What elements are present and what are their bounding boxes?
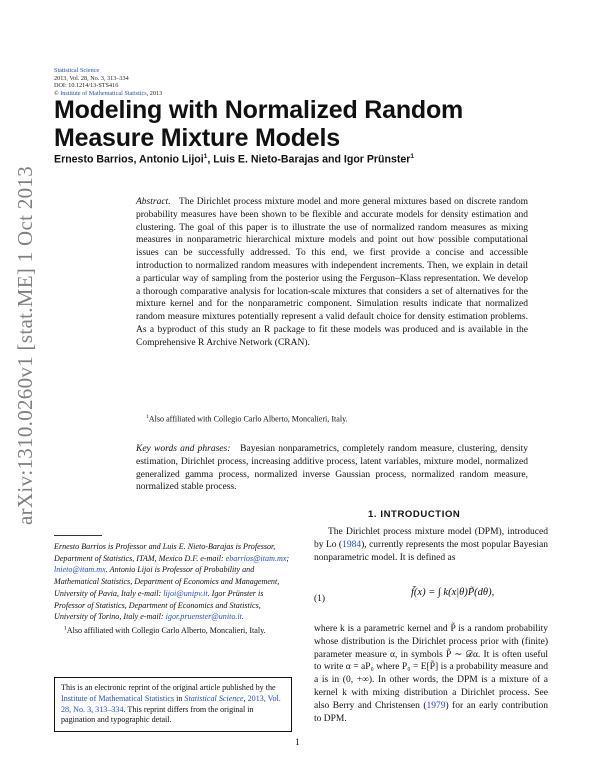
email-pruenster[interactable]: igor.pruenster@unito.it [165, 612, 242, 622]
affil-footnote-sup: 1 [64, 624, 67, 631]
reprint-c: , [243, 693, 248, 703]
journal-name[interactable]: Statistical Science [54, 67, 100, 74]
reprint-b: in [174, 693, 185, 703]
intro-p1-a: The Dirichlet process mixture model (DPM), introduced by Lo ( [314, 527, 548, 550]
reprint-link-journal[interactable]: Statistical Science [184, 693, 244, 703]
authors-part-2: , Luis E. Nieto-Barajas and Igor Prünster [207, 153, 411, 166]
citation-lo-1984[interactable]: 1984 [342, 539, 362, 550]
page-number: 1 [295, 738, 300, 748]
intro-paragraph-1 [314, 526, 548, 565]
abstract-text: The Dirichlet process mixture model and more general mixtures based on discrete random probability measures have been shown to be flexible and accurate models for density estimation and clustering. The goal of this paper is to illustrate the use of normalized random measures as mixing measures in nonparametric hierarchical mixture models and point out how possible computational issues can be successfully addressed. To this end, we first provide a concise and accessible introduction to normalized random measures with independent increments. Then, we explain in detail a particular way of sampling from the posterior using the Ferguson–Klass representation. We develop a thorough comparative analysis for location-scale mixtures that considers a set of alternatives for the mixture kernel and for the nonparametric component. Simulation results indicate that normalized random measure mixtures potentially represent a valid default choice for density estimation problems. As a byproduct of this study an R package to fit these models was produced and is available in the Comprehensive R Archive Network (CRAN). [136, 197, 528, 348]
reprint-notice [54, 677, 292, 732]
keywords-text: Bayesian nonparametrics, completely random measure, clustering, density estimation, Dirichlet process, increasing additive process, latent variables, mixture model, normalized generalized gamma process, normalized inverse Gaussian process, normalized random measure, normalized stable process. [136, 444, 528, 493]
reprint-link-issue[interactable]: 2013, Vol. 28, No. 3, 313–334 [61, 693, 281, 714]
email-barrios[interactable]: ebarrios@itam.mx [225, 553, 287, 563]
equation-1 [314, 587, 548, 617]
journal-doi: DOI: 10.1214/13-STS416 [54, 82, 119, 90]
abstract-footnote [136, 412, 528, 425]
authors-sup-1: 1 [203, 153, 208, 160]
affil-line-3: . Igor Prünster is Professor of Statistics, Department of Economics and Statistics, University of Torino, Italy e-mail: [54, 588, 264, 622]
affil-footnote-text: Also affiliated with Collegio Carlo Alberto, Moncalieri, Italy. [66, 625, 266, 635]
title-line-1: Modeling with Normalized Random [54, 96, 464, 124]
author-list [54, 153, 414, 166]
reprint-a: This is an electronic reprint of the original article published by the [61, 683, 276, 692]
title-line-2: Measure Mixture Models [54, 123, 340, 152]
intro-p2-a: where k is a parametric kernel and P̃ is a random probability whose distribution is the Dirichlet process prior with (finite) parameter measure α, in symbols P̃ ∼ 𝒟α. It is often useful to write α = aP₀ where P₀ = E[P̃] is a probability measure and a is in (0, +∞). In other words, the DPM is a mixture of a kernel k with mixing distribution a Dirichlet process. See also Berry and Christensen ( [314, 624, 548, 711]
footnote-divider [54, 535, 102, 536]
keywords-label: Key words and phrases: [136, 444, 231, 454]
abstract [136, 196, 528, 350]
authors-sup-2: 1 [410, 153, 415, 160]
equation-number: (1) [314, 594, 326, 604]
affil-line-4: . [241, 612, 244, 622]
email-nieto[interactable]: lnieto@itam.mx [54, 565, 106, 575]
intro-p1-b: ), currently represents the most popular Bayesian nonparametric model. It is defined as [314, 539, 549, 563]
intro-paragraph-2 [314, 623, 548, 725]
copyright-symbol: © [54, 89, 59, 97]
equation-formula: f̃(x) = ∫ k(x|θ)P̃(dθ), [411, 587, 495, 598]
reprint-d: . This reprint differs from the original in pagination and typographic detail. [61, 704, 254, 725]
citation-berry-1979[interactable]: 1979 [426, 700, 446, 711]
section-heading: 1. INTRODUCTION [368, 509, 461, 520]
reprint-link-ims[interactable]: Institute of Mathematical Statistics [61, 693, 175, 703]
affil-line-2: . Antonio Lijoi is Professor of Probability and Mathematical Statistics, Department of Economics and Management, University of Pavia, Italy e-mail: [54, 565, 280, 598]
authors-part-1: Ernesto Barrios, Antonio Lijoi [54, 153, 204, 166]
affil-footnote [54, 626, 266, 635]
copyright-org-link[interactable]: Institute of Mathematical Statistics [60, 89, 147, 97]
journal-issue: 2013, Vol. 28, No. 3, 313–334 [54, 74, 129, 82]
intro-p2-b: ) for an early contribution to DPM. [314, 700, 548, 724]
affil-sep-1: ; [286, 553, 290, 563]
abstract-label: Abstract. [136, 197, 171, 207]
abstract-footnote-sup: 1 [146, 414, 149, 420]
keywords [136, 443, 528, 494]
abstract-footnote-text: Also affiliated with Collegio Carlo Alberto, Moncalieri, Italy. [148, 414, 348, 424]
journal-metadata [54, 67, 162, 97]
affil-line-1: Ernesto Barrios is Professor and Luis E. Nieto-Barajas is Professor, Department of Statistics, ITAM, Mexico D.F. e-mail: [54, 542, 276, 563]
arxiv-stamp: arXiv:1310.0260v1 [stat.ME] 1 Oct 2013 [13, 165, 37, 525]
author-affiliations [54, 541, 290, 636]
email-lijoi[interactable]: lijoi@unipv.it [163, 588, 208, 598]
paper-title [54, 97, 463, 152]
copyright-year: , 2013 [146, 89, 163, 97]
